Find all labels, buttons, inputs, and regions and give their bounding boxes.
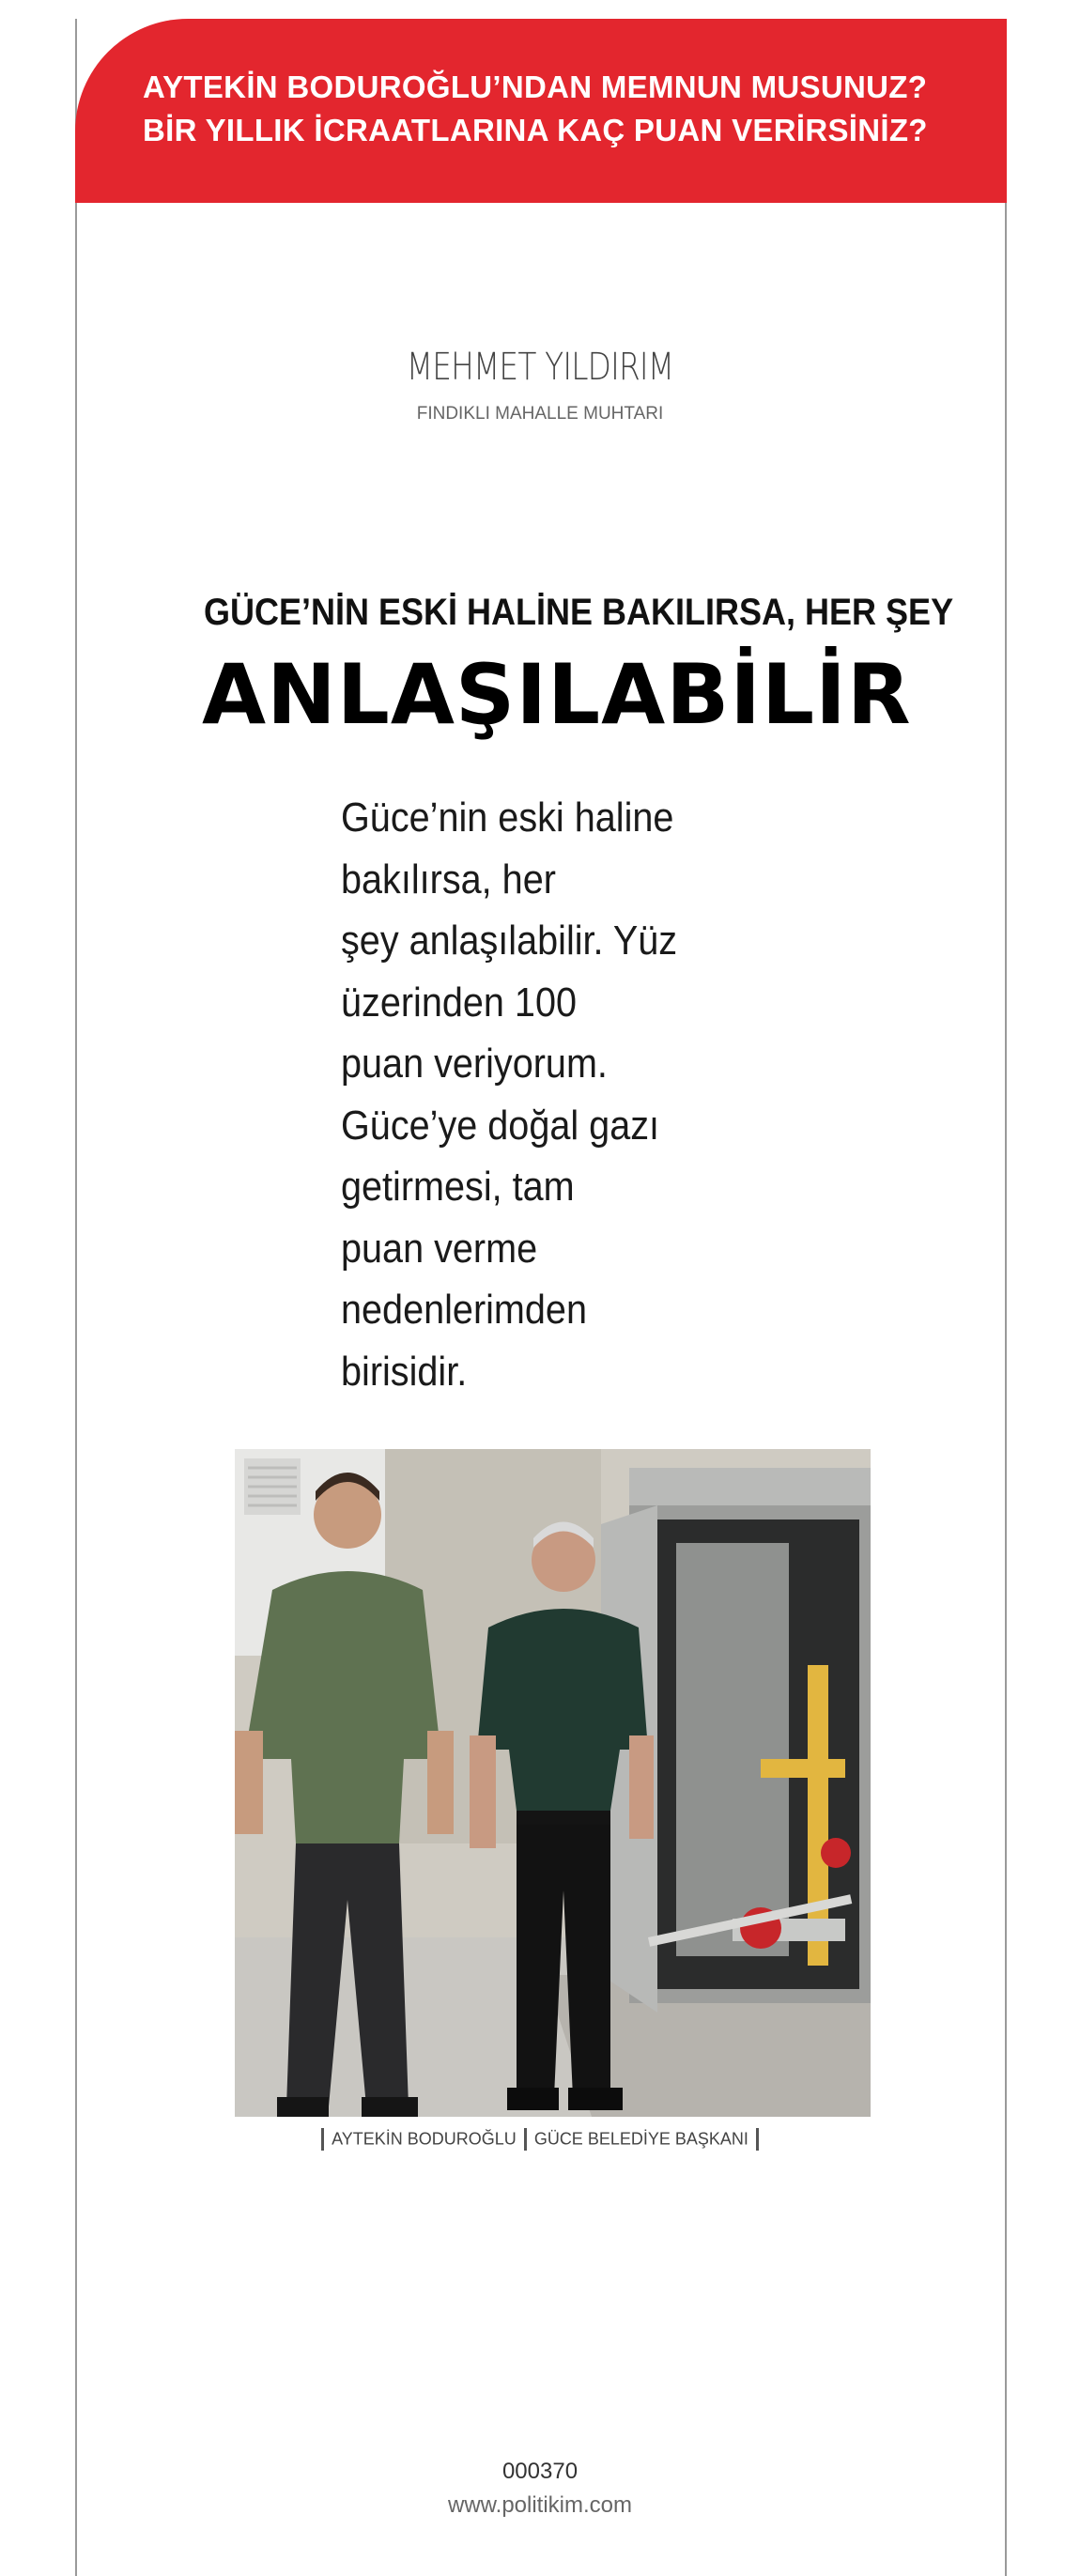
article-body <box>341 787 735 1402</box>
author-name: MEHMET YILDIRIM <box>406 346 674 389</box>
body-line: Güce’ye doğal gazı <box>341 1102 660 1149</box>
body-line: şey anlaşılabilir. Yüz <box>341 918 678 964</box>
body-line: üzerinden 100 <box>341 979 578 1026</box>
headline-kicker: GÜCE’NİN ESKİ HALİNE BAKILIRSA, HER ŞEY <box>204 592 954 633</box>
footer-code: 000370 <box>501 2459 579 2484</box>
photo-caption <box>0 2128 1080 2151</box>
body-line: getirmesi, tam <box>341 1164 575 1210</box>
caption-person-title: GÜCE BELEDİYE BAŞKANI <box>533 2129 748 2149</box>
headline-main: ANLAŞILABİLİR <box>202 646 912 743</box>
footer-website-link[interactable]: www.politikim.com <box>447 2492 633 2518</box>
body-line: Güce’nin eski haline <box>341 794 674 841</box>
author-role: FINDIKLI MAHALLE MUHTARI <box>416 404 664 424</box>
caption-divider <box>524 2128 527 2151</box>
body-line: nedenlerimden <box>341 1287 587 1333</box>
banner-question-line-1: AYTEKİN BODUROĞLU’NDAN MEMNUN MUSUNUZ? <box>143 69 928 104</box>
photo-illustration <box>235 1449 871 2117</box>
caption-divider <box>756 2128 759 2151</box>
caption-person-name: AYTEKİN BODUROĞLU <box>332 2129 517 2149</box>
body-line: puan verme <box>341 1225 538 1272</box>
caption-divider <box>321 2128 324 2151</box>
body-line: puan veriyorum. <box>341 1041 608 1087</box>
survey-question-banner <box>75 19 1007 203</box>
article-photo <box>235 1449 871 2117</box>
banner-question-line-2: BİR YILLIK İCRAATLARINA KAÇ PUAN VERİRSİNİZ? <box>143 113 928 147</box>
body-line: bakılırsa, her <box>341 856 556 902</box>
body-line: birisidir. <box>341 1348 468 1395</box>
